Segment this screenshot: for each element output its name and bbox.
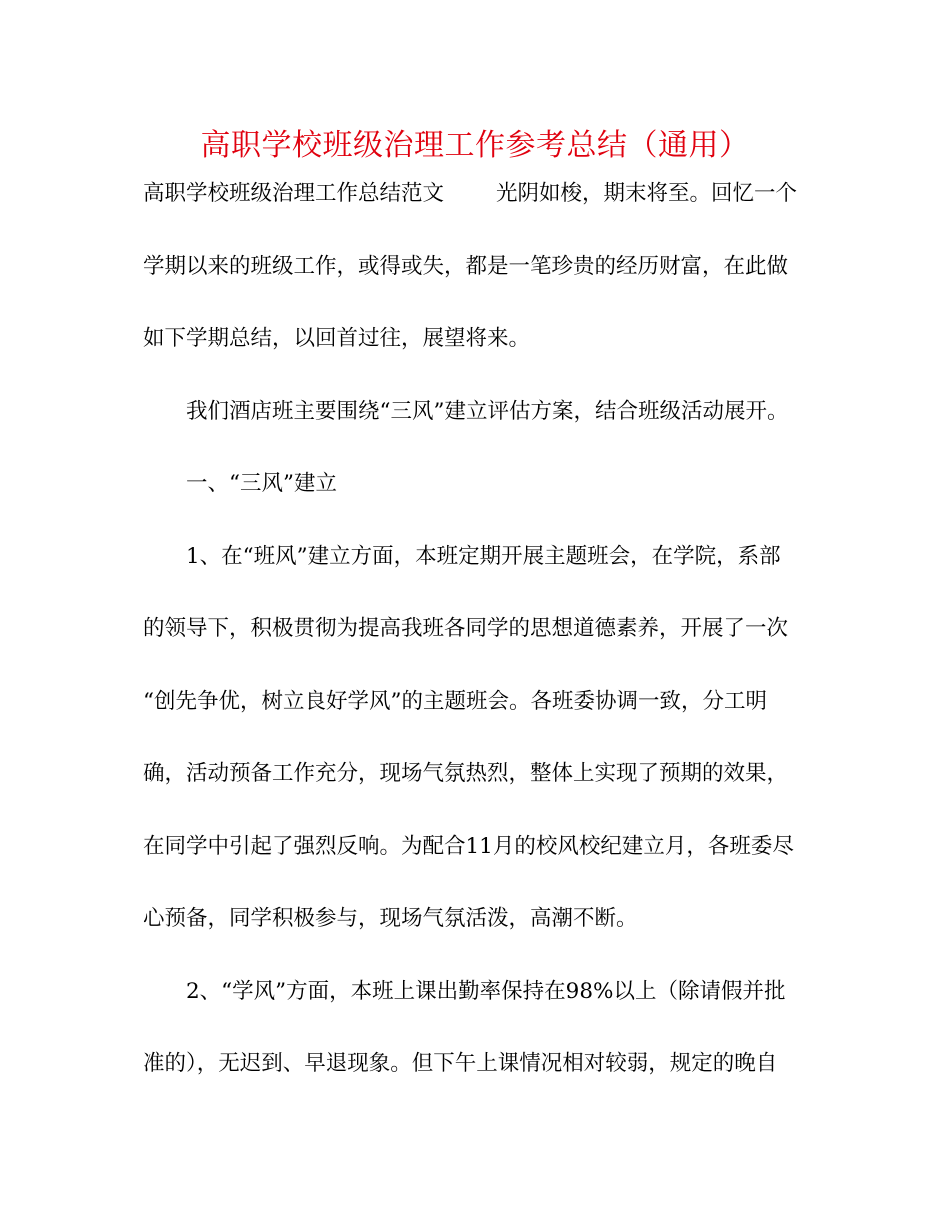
subtitle-text: 高职学校班级治理工作总结范文 bbox=[143, 181, 445, 206]
paragraph-line: 心预备，同学积极参与，现场气氛活泼，高潮不断。 bbox=[143, 906, 638, 931]
paragraph-line: 的领导下，积极贯彻为提高我班各同学的思想道德素养，开展了一次 bbox=[143, 616, 789, 641]
paragraph-line: 确，活动预备工作充分，现场气氛热烈，整体上实现了预期的效果， bbox=[143, 761, 789, 786]
paragraph-line: 在同学中引起了强烈反响。为配合11月的校风校纪建立月，各班委尽 bbox=[143, 833, 794, 859]
section-heading: 一、“三风”建立 bbox=[186, 471, 337, 496]
paragraph-line: 准的），无迟到、早退现象。但下午上课情况相对较弱，规定的晚自 bbox=[143, 1051, 778, 1076]
paragraph-line: 如下学期总结，以回首过往，展望将来。 bbox=[143, 326, 531, 351]
paragraph-line: 学期以来的班级工作，或得或失，都是一笔珍贵的经历财富，在此做 bbox=[143, 253, 789, 279]
document-title: 高职学校班级治理工作参考总结（通用） bbox=[200, 128, 750, 163]
document-body bbox=[143, 168, 807, 1111]
intro-text: 光阴如梭，期末将至。回忆一个 bbox=[496, 181, 798, 206]
paragraph-line: 1、在“班风”建立方面，本班定期开展主题班会，在学院，系部 bbox=[186, 543, 781, 569]
paragraph-line: 2、“学风”方面，本班上课出勤率保持在98%以上（除请假并批 bbox=[186, 978, 786, 1004]
paragraph-line bbox=[143, 168, 807, 241]
paragraph-line: “创先争优，树立良好学风”的主题班会。各班委协调一致，分工明 bbox=[143, 688, 767, 714]
paragraph-line: 我们酒店班主要围绕“三风”建立评估方案，结合班级活动展开。 bbox=[186, 398, 789, 424]
